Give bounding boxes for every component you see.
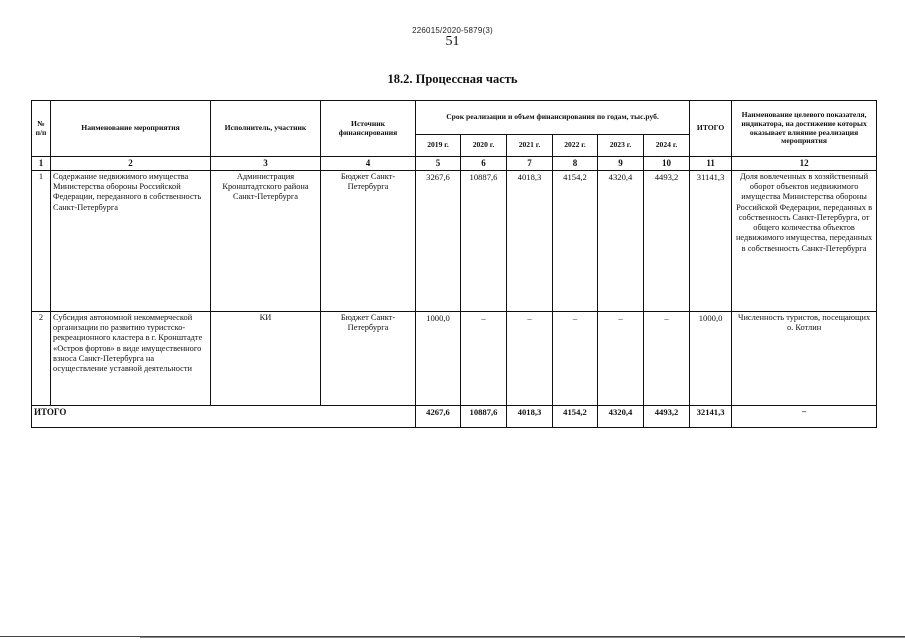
column-index: 12 xyxy=(732,157,877,171)
header-num: № п/п xyxy=(32,101,51,157)
header-row-1 xyxy=(32,101,877,135)
executor: КИ xyxy=(211,311,321,405)
target-indicator: Доля вовлеченных в хозяйственный оборот объектов недвижимого имущества Министерства обороны Российской Федерации, переданных в собственность Санкт-Петербурга, от общего количества объектов недвижимого имущества, переданных в собственность Санкт-Петербурга xyxy=(732,170,877,311)
total-2020: 10887,6 xyxy=(461,405,507,427)
funding-source: Бюджет Санкт-Петербурга xyxy=(321,170,416,311)
header-indicator: Наименование целевого показателя, индикатора, на достижение которых оказывает влияние реализация мероприятия xyxy=(732,101,877,157)
column-index: 8 xyxy=(553,157,598,171)
column-index: 11 xyxy=(690,157,732,171)
header-year: 2020 г. xyxy=(461,135,507,157)
document-id: 226015/2020-5879(3) xyxy=(412,26,493,35)
total-2019: 4267,6 xyxy=(416,405,461,427)
total-indicator: – xyxy=(732,405,877,427)
header-year: 2019 г. xyxy=(416,135,461,157)
financing-table xyxy=(31,100,877,428)
total-label: ИТОГО xyxy=(32,405,416,427)
value-2024: – xyxy=(644,311,690,405)
activity-name: Субсидия автономной некоммерческой организации по развитию туристско-рекреационного кластера в г. Кронштадте «Остров фортов» в виде имущественного взноса Санкт-Петербурга на осуществление уставной деятельности xyxy=(51,311,211,405)
column-index-row xyxy=(32,157,877,171)
column-index: 6 xyxy=(461,157,507,171)
column-index: 3 xyxy=(211,157,321,171)
row-number: 2 xyxy=(32,311,51,405)
value-2022: – xyxy=(553,311,598,405)
page-number: 51 xyxy=(445,34,460,49)
column-index: 7 xyxy=(507,157,553,171)
header-year: 2021 г. xyxy=(507,135,553,157)
column-index: 1 xyxy=(32,157,51,171)
total-2023: 4320,4 xyxy=(598,405,644,427)
header-year: 2022 г. xyxy=(553,135,598,157)
value-2022: 4154,2 xyxy=(553,170,598,311)
value-2023: 4320,4 xyxy=(598,170,644,311)
page-edge-line xyxy=(140,637,905,638)
total-2021: 4018,3 xyxy=(507,405,553,427)
grand-total: 32141,3 xyxy=(690,405,732,427)
value-2021: – xyxy=(507,311,553,405)
row-number: 1 xyxy=(32,170,51,311)
header-year: 2024 г. xyxy=(644,135,690,157)
total-2024: 4493,2 xyxy=(644,405,690,427)
column-index: 5 xyxy=(416,157,461,171)
section-title: 18.2. Процессная часть xyxy=(387,72,518,86)
column-index: 10 xyxy=(644,157,690,171)
activity-name: Содержание недвижимого имущества Министерства обороны Российской Федерации, переданного в собственность Санкт-Петербурга xyxy=(51,170,211,311)
header-executor: Исполнитель, участник xyxy=(211,101,321,157)
target-indicator: Численность туристов, посещающих о. Котлин xyxy=(732,311,877,405)
header-year: 2023 г. xyxy=(598,135,644,157)
header-total: ИТОГО xyxy=(690,101,732,157)
value-2020: 10887,6 xyxy=(461,170,507,311)
header-source: Источник финансирования xyxy=(321,101,416,157)
total-row xyxy=(32,405,877,427)
value-2024: 4493,2 xyxy=(644,170,690,311)
value-2019: 3267,6 xyxy=(416,170,461,311)
table-row xyxy=(32,170,877,311)
total-2022: 4154,2 xyxy=(553,405,598,427)
value-total: 1000,0 xyxy=(690,311,732,405)
value-2023: – xyxy=(598,311,644,405)
value-2020: – xyxy=(461,311,507,405)
header-name: Наименование мероприятия xyxy=(51,101,211,157)
value-total: 31141,3 xyxy=(690,170,732,311)
column-index: 9 xyxy=(598,157,644,171)
column-index: 2 xyxy=(51,157,211,171)
funding-source: Бюджет Санкт-Петербурга xyxy=(321,311,416,405)
value-2021: 4018,3 xyxy=(507,170,553,311)
table-row xyxy=(32,311,877,405)
executor: Администрация Кронштадтского района Санкт-Петербурга xyxy=(211,170,321,311)
column-index: 4 xyxy=(321,157,416,171)
header-period-group: Срок реализации и объем финансирования по годам, тыс.руб. xyxy=(416,101,690,135)
value-2019: 1000,0 xyxy=(416,311,461,405)
